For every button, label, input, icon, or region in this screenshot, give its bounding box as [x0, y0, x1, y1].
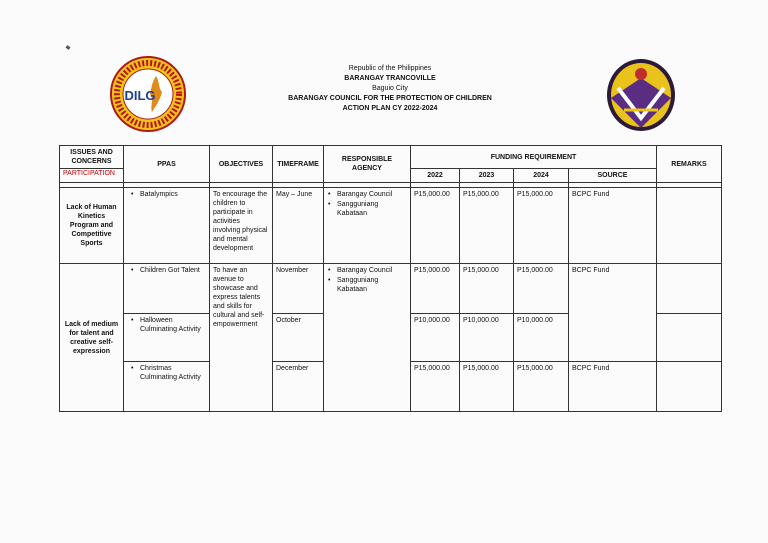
header-2024: 2024	[514, 169, 569, 183]
header-remarks: REMARKS	[657, 146, 722, 183]
agency-barangay-council: • Barangay Council	[327, 266, 407, 275]
remarks-cell	[657, 362, 722, 412]
section-participation: PARTICIPATION	[60, 169, 124, 183]
ppa-christmas: • Christmas Culminating Activity	[130, 364, 206, 382]
dilg-seal-icon	[110, 56, 186, 132]
timeframe-cell: November	[273, 264, 324, 314]
header-ppas: PPAS	[124, 146, 210, 183]
barangay-seal-icon	[606, 58, 676, 132]
timeframe-cell: December	[273, 362, 324, 412]
header-city: Baguio City	[372, 85, 408, 92]
fund-2023: P15,000.00	[460, 188, 514, 264]
table-header-row	[60, 146, 722, 169]
objective-cell: To have an avenue to showcase and express talents and skills for cultural and self-empowerment	[210, 264, 273, 412]
ppa-cell	[124, 188, 210, 264]
fund-2024: P15,000.00	[514, 362, 569, 412]
header-source: SOURCE	[569, 169, 657, 183]
issue-talent-expression: Lack of medium for talent and creative self-expression	[60, 264, 124, 412]
header-2022: 2022	[411, 169, 460, 183]
header-2023: 2023	[460, 169, 514, 183]
agency-barangay-council: • Barangay Council	[327, 190, 407, 199]
ppa-halloween: • Halloween Culminating Activity	[130, 316, 206, 334]
objective-cell: To encourage the children to participate in activities involving physical and mental development	[210, 188, 273, 264]
header-barangay: BARANGAY TRANCOVILLE	[344, 75, 436, 82]
header-plan-title: ACTION PLAN CY 2022-2024	[342, 105, 438, 112]
header-issues: ISSUES AND CONCERNS	[60, 146, 124, 169]
fund-2023: P15,000.00	[460, 264, 514, 314]
ppa-children-got-talent: • Children Got Talent	[130, 266, 206, 275]
ppa-cell	[124, 314, 210, 362]
fund-2023: P10,000.00	[460, 314, 514, 362]
fund-2022: P15,000.00	[411, 264, 460, 314]
fund-source: BCPC Fund	[569, 188, 657, 264]
header-republic: Republic of the Philippines	[348, 65, 432, 72]
header-objectives: OBJECTIVES	[210, 146, 273, 183]
table-row	[60, 188, 722, 264]
document-header	[230, 64, 550, 114]
fund-2024: P15,000.00	[514, 264, 569, 314]
ppa-cell	[124, 362, 210, 412]
remarks-cell	[657, 314, 722, 362]
timeframe-cell: May – June	[273, 188, 324, 264]
agency-cell	[324, 264, 411, 412]
fund-2024: P15,000.00	[514, 188, 569, 264]
fund-2024: P10,000.00	[514, 314, 569, 362]
timeframe-cell: October	[273, 314, 324, 362]
ppa-cell	[124, 264, 210, 314]
table-row	[60, 264, 722, 314]
issue-human-kinetics: Lack of Human Kinetics Program and Competitive Sports	[60, 188, 124, 264]
header-timeframe: TIMEFRAME	[273, 146, 324, 183]
fund-2022: P15,000.00	[411, 362, 460, 412]
fund-source: BCPC Fund	[569, 264, 657, 362]
action-plan-table	[59, 145, 722, 412]
fund-2023: P15,000.00	[460, 362, 514, 412]
agency-sangguniang-kabataan: • Sangguniang Kabataan	[327, 200, 407, 218]
dilg-logo-text: DILG	[124, 88, 156, 103]
ppa-batalympics: • Batalympics	[130, 190, 206, 199]
fund-2022: P10,000.00	[411, 314, 460, 362]
header-agency: RESPONSIBLE AGENCY	[324, 146, 411, 183]
agency-cell	[324, 188, 411, 264]
remarks-cell	[657, 188, 722, 264]
fund-source: BCPC Fund	[569, 362, 657, 412]
remarks-cell	[657, 264, 722, 314]
agency-sangguniang-kabataan: • Sangguniang Kabataan	[327, 276, 407, 294]
fund-2022: P15,000.00	[411, 188, 460, 264]
header-funding: FUNDING REQUIREMENT	[411, 146, 657, 169]
header-council: BARANGAY COUNCIL FOR THE PROTECTION OF CHILDREN	[288, 95, 492, 102]
